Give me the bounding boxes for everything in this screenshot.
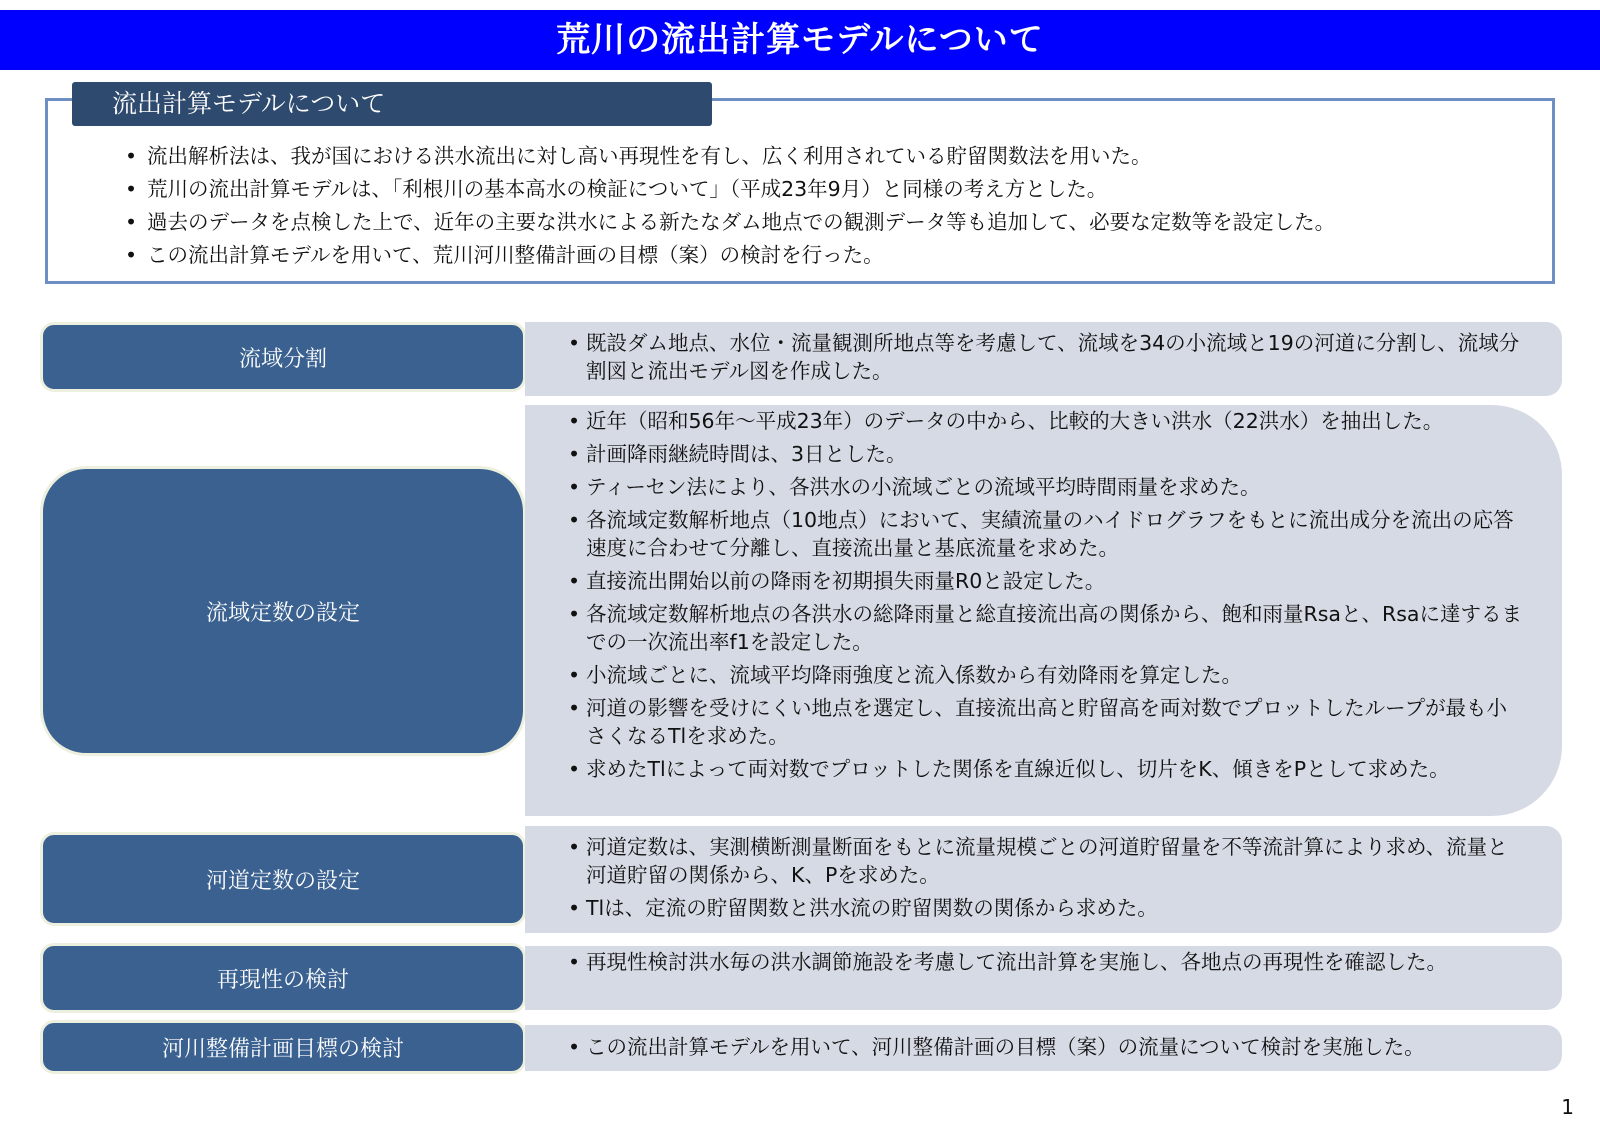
section-bullet: • ティーセン法により、各洪水の小流域ごとの流域平均時間雨量を求めた。 <box>568 473 1526 501</box>
intro-bullet: • 荒川の流出計算モデルは、「利根川の基本高水の検証について」（平成23年9月）と同様の考え方とした。 <box>125 173 1335 206</box>
intro-bullet: • この流出計算モデルを用いて、荒川河川整備計画の目標（案）の検討を行った。 <box>125 239 1335 272</box>
section-bullet: • この流出計算モデルを用いて、河川整備計画の目標（案）の流量について検討を実施した。 <box>568 1033 1526 1061</box>
section-bullet: • Tlは、定流の貯留関数と洪水流の貯留関数の関係から求めた。 <box>568 894 1526 922</box>
section-bullet: • 計画降雨継続時間は、3日とした。 <box>568 440 1526 468</box>
section-bullet: • 直接流出開始以前の降雨を初期損失雨量R0と設定した。 <box>568 567 1526 595</box>
intro-list <box>125 140 1335 272</box>
page-title: 荒川の流出計算モデルについて <box>0 10 1600 70</box>
intro-bullet: • 過去のデータを点検した上で、近年の主要な洪水による新たなダム地点での観測データ等も追加して、必要な定数等を設定した。 <box>125 206 1335 239</box>
section-bullet: • 各流域定数解析地点（10地点）において、実績流量のハイドログラフをもとに流出成分を流出の応答速度に合わせて分離し、直接流出量と基底流量を求めた。 <box>568 506 1526 562</box>
intro-bullet: • 流出解析法は、我が国における洪水流出に対し高い再現性を有し、広く利用されている貯留関数法を用いた。 <box>125 140 1335 173</box>
section-bullets-reproducibility <box>568 948 1526 981</box>
section-bullet: • 河道定数は、実測横断測量断面をもとに流量規模ごとの河道貯留量を不等流計算により求め、流量と河道貯留の関係から、K、Pを求めた。 <box>568 833 1526 889</box>
section-label-reproducibility: 再現性の検討 <box>40 943 526 1013</box>
section-label-watershed-division: 流域分割 <box>40 322 526 392</box>
section-label-channel-constants: 河道定数の設定 <box>40 832 526 926</box>
section-bullets-river-plan-target <box>568 1033 1526 1066</box>
section-label-river-plan-target: 河川整備計画目標の検討 <box>40 1020 526 1074</box>
section-bullet: • 既設ダム地点、水位・流量観測所地点等を考慮して、流域を34の小流域と19の河道に分割し、流域分割図と流出モデル図を作成した。 <box>568 329 1526 385</box>
section-bullet: • 再現性検討洪水毎の洪水調節施設を考慮して流出計算を実施し、各地点の再現性を確認した。 <box>568 948 1526 976</box>
section-bullet: • 各流域定数解析地点の各洪水の総降雨量と総直接流出高の関係から、飽和雨量Rsaと、Rsaに達するまでの一次流出率f1を設定した。 <box>568 600 1526 656</box>
section-bullet: • 小流域ごとに、流域平均降雨強度と流入係数から有効降雨を算定した。 <box>568 661 1526 689</box>
section-bullets-watershed-division <box>568 329 1526 390</box>
section-bullets-basin-constants <box>568 407 1526 788</box>
section-bullet: • 近年（昭和56年～平成23年）のデータの中から、比較的大きい洪水（22洪水）を抽出した。 <box>568 407 1526 435</box>
page-number: 1 <box>1561 1095 1574 1119</box>
section-bullet: • 求めたTlによって両対数でプロットした関係を直線近似し、切片をK、傾きをPとして求めた。 <box>568 755 1526 783</box>
section-bullet: • 河道の影響を受けにくい地点を選定し、直接流出高と貯留高を両対数でプロットしたループが最も小さくなるTlを求めた。 <box>568 694 1526 750</box>
intro-heading: 流出計算モデルについて <box>72 82 712 126</box>
section-label-basin-constants: 流域定数の設定 <box>40 466 526 756</box>
section-bullets-channel-constants <box>568 833 1526 927</box>
